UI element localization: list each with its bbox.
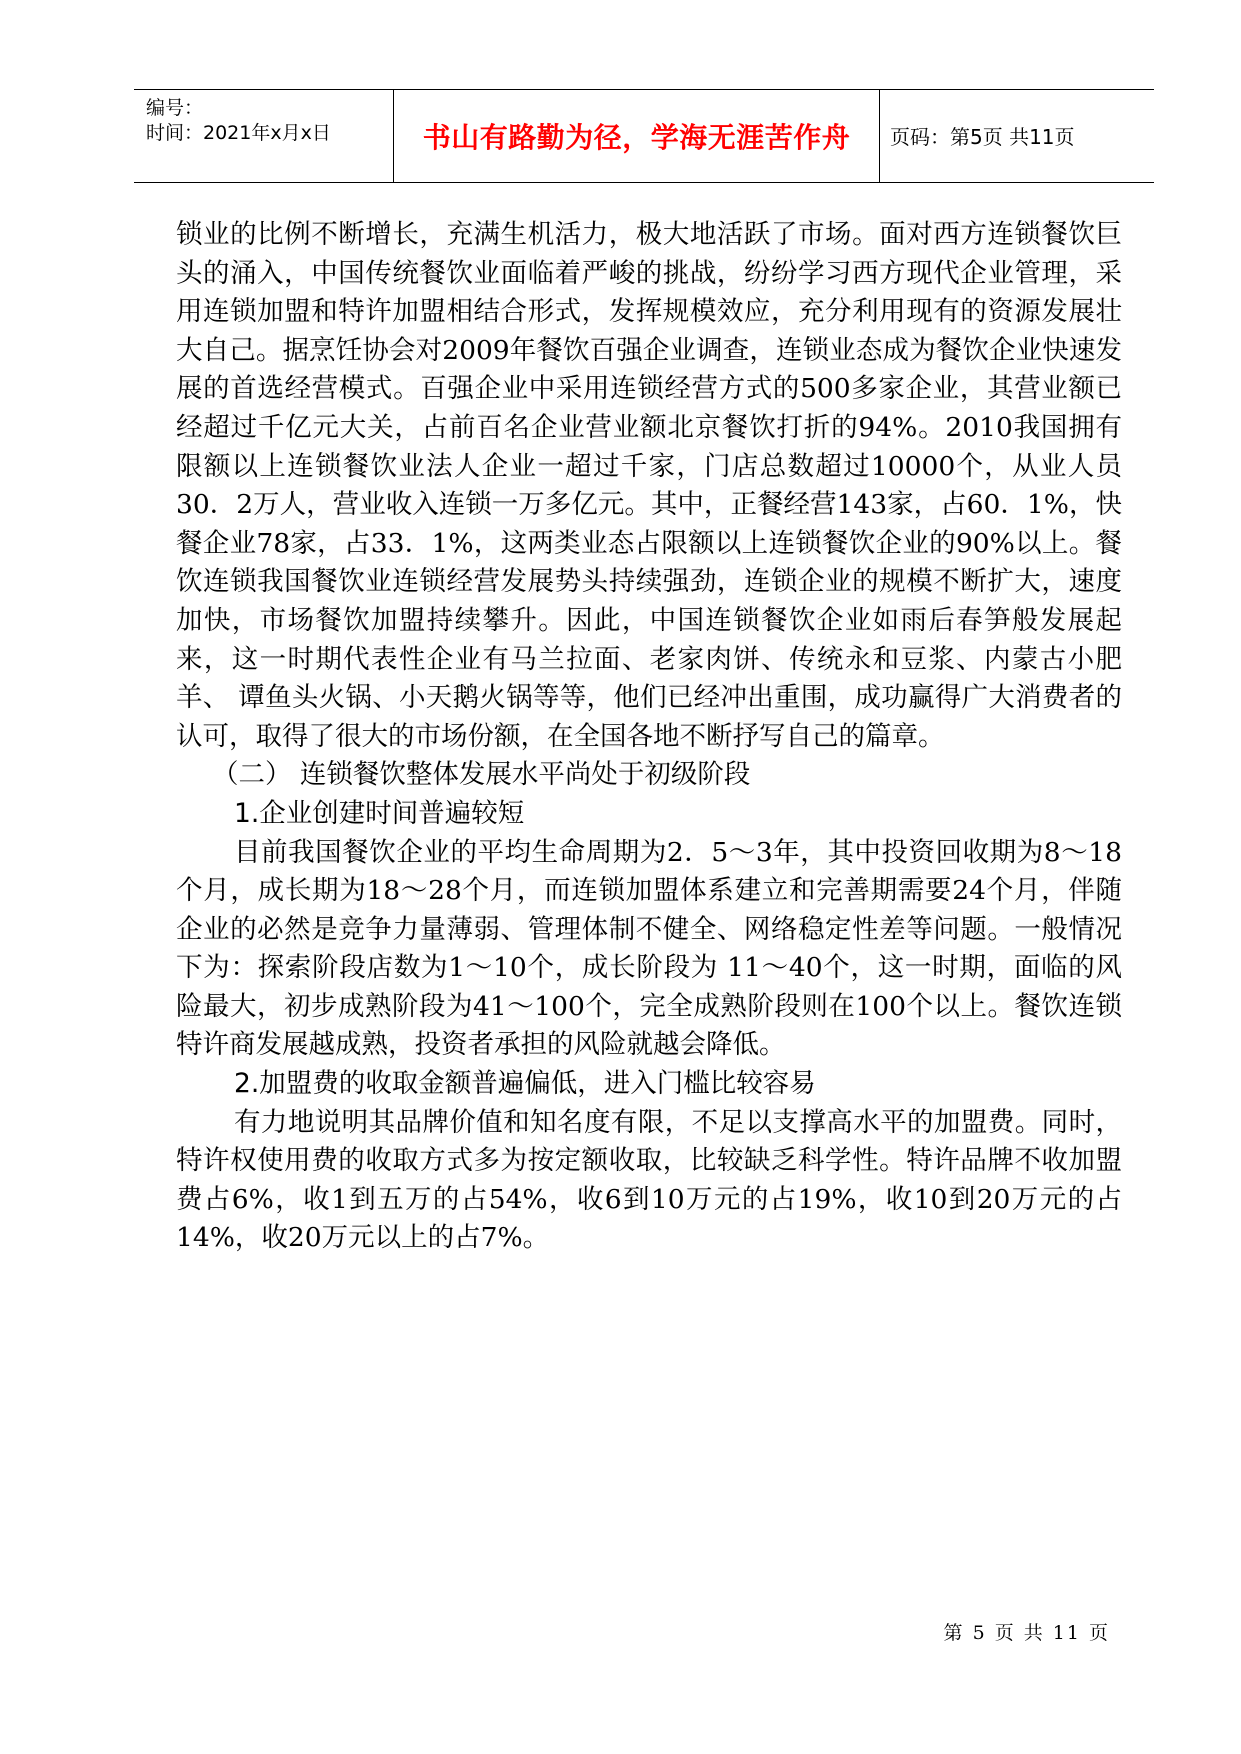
paragraph-chain-growth: 锁业的比例不断增长，充满生机活力，极大地活跃了市场。面对西方连锁餐饮巨头的涌入，中国传统餐饮业面临着严峻的挑战，纷纷学习西方现代企业管理，采用连锁加盟和特许加盟相结合形式，发挥规模效应，充分利用现有的资源发展壮大自己。据烹饪协会对2009年餐饮百强企业调查，连锁业态成为餐饮企业快速发展的首选经营模式。百强企业中采用连锁经营方式的500多家企业，其营业额已经超过千亿元大关，占前百名企业营业额北京餐饮打折的94%。2010我国拥有限额以上连锁餐饮业法人企业一超过千家，门店总数超过10000个，从业人员30．2万人，营业收入连锁一万多亿元。其中，正餐经营143家，占60．1%，快餐企业78家，占33．1%，这两类业态占限额以上连锁餐饮企业的90%以上。餐饮连锁我国餐饮业连锁经营发展势头持续强劲，连锁企业的规模不断扩大，速度加快，市场餐饮加盟持续攀升。因此，中国连锁餐饮企业如雨后春笋般发展起来，这一时期代表性企业有马兰拉面、老家肉饼、传统永和豆浆、内蒙古小肥羊、 谭鱼头火锅、小天鹅火锅等等，他们已经冲出重围，成功赢得广大消费者的认可，取得了很大的市场份额，在全国各地不断抒写自己的篇章。 xyxy=(176,219,1122,752)
document-header xyxy=(134,89,1154,183)
header-motto-cell xyxy=(394,90,880,182)
subheading-2: 2.加盟费的收取金额普遍偏低，进入门槛比较容易 xyxy=(234,1068,816,1100)
header-page-cell xyxy=(880,90,1154,182)
subheading-1: 1.企业创建时间普遍较短 xyxy=(234,797,525,829)
section-heading: （二） 连锁餐饮整体发展水平尚处于初级阶段 xyxy=(212,759,751,791)
header-page-code: 页码：第5页 共11页 xyxy=(890,125,1075,149)
paragraph-franchise-fee: 有力地说明其品牌价值和知名度有限，不足以支撑高水平的加盟费。同时，特许权使用费的收取方式多为按定额收取，比较缺乏科学性。特许品牌不收加盟费占6%，收1到五万的占54%，收6到10万元的占19%，收10到20万元的占14%，收20万元以上的占7%。 xyxy=(176,1106,1122,1254)
document-body xyxy=(176,216,1122,1258)
header-motto: 书山有路勤为径，学海无涯苦作舟 xyxy=(422,121,851,154)
paragraph-lifecycle: 目前我国餐饮企业的平均生命周期为2．5～3年，其中投资回收期为8～18个月，成长期为18～28个月，而连锁加盟体系建立和完善期需要24个月，伴随企业的必然是竞争力量薄弱、管理体制不健全、网络稳定性差等问题。一般情况下为：探索阶段店数为1～10个，成长阶段为 11～40个，这一时期，面临的风险最大，初步成熟阶段为41～100个，完全成熟阶段则在100个以上。餐饮连锁特许商发展越成熟，投资者承担的风险就越会降低。 xyxy=(176,836,1122,1061)
document-number-label: 编号： xyxy=(146,97,204,119)
footer-page-number: 第 5 页 共 11 页 xyxy=(943,1622,1110,1644)
header-info-cell xyxy=(134,90,394,182)
document-time-label: 时间：2021年x月x日 xyxy=(146,122,331,144)
